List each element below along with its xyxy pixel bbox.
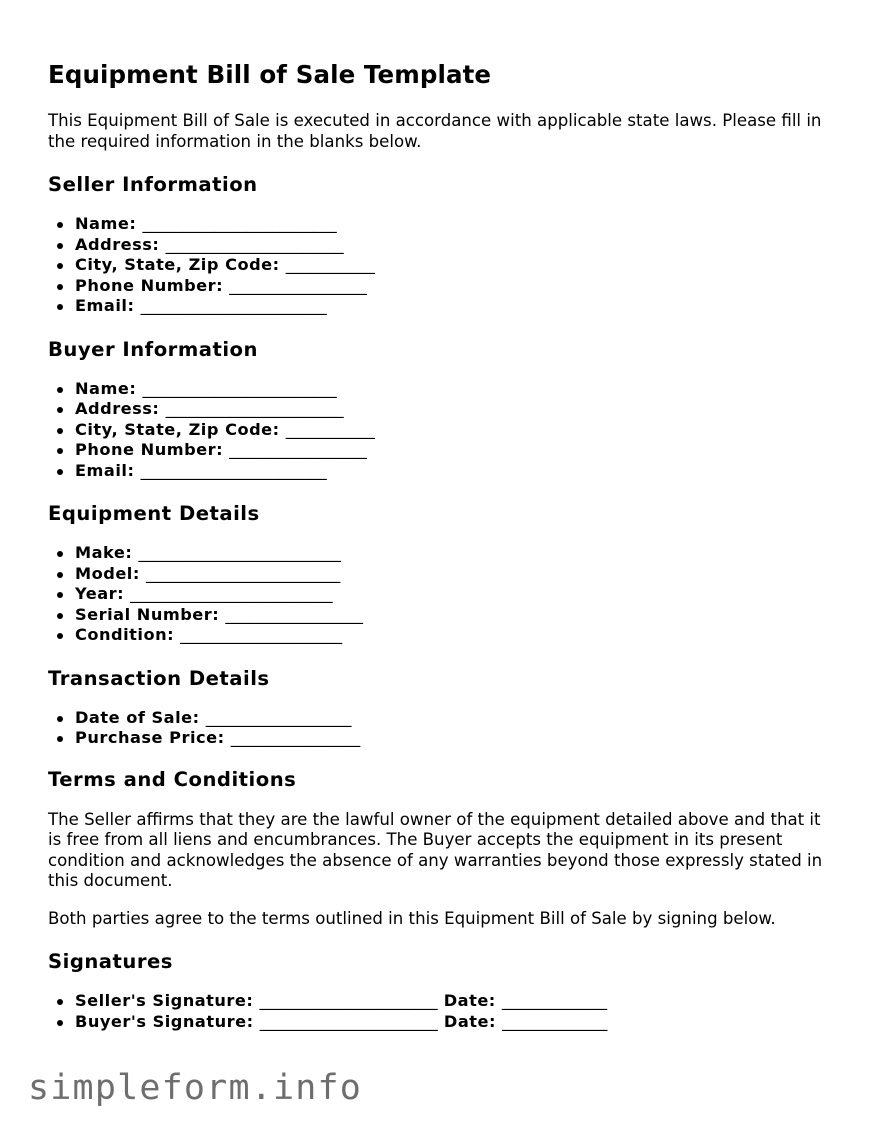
signatures-heading: Signatures [48,950,173,973]
seller-signature-field: Seller's Signature: ______________________ Date: _____________ [75,991,838,1012]
seller-city-blank[interactable]: ___________ [285,255,375,274]
transaction-price-blank[interactable]: ________________ [230,728,361,747]
buyer-name-field: Name: ________________________ [75,379,838,400]
seller-signature-blank[interactable]: ______________________ [259,991,438,1010]
buyer-name-blank[interactable]: ________________________ [142,378,337,398]
seller-name-blank[interactable]: ________________________ [142,214,337,233]
buyer-phone-blank[interactable]: _________________ [229,440,367,459]
equipment-serial-blank[interactable]: _________________ [225,604,363,624]
seller-city-field: City, State, Zip Code: ___________ [75,255,838,276]
seller-fields [48,214,838,317]
buyer-address-blank[interactable]: ______________________ [165,399,344,418]
seller-address-field: Address: ______________________ [75,235,838,256]
equipment-model-blank[interactable]: ________________________ [145,563,341,583]
equipment-condition-field: Condition: ____________________ [75,625,838,646]
equipment-make-field: Make: _________________________ [75,543,838,564]
seller-name-field: Name: ________________________ [75,214,838,235]
buyer-address-field: Address: ______________________ [75,399,838,420]
seller-heading: Seller Information [48,173,258,196]
buyer-email-blank[interactable]: _______________________ [140,460,327,480]
buyer-fields [48,379,838,482]
seller-date-blank[interactable]: _____________ [501,991,608,1010]
seller-phone-blank[interactable]: _________________ [229,275,367,295]
equipment-fields [48,543,838,646]
equipment-year-blank[interactable]: _________________________ [130,584,333,603]
transaction-heading: Transaction Details [48,666,270,690]
transaction-price-field: Purchase Price: ________________ [75,728,838,749]
terms-paragraph: The Seller affirms that they are the lawful owner of the equipment detailed above and that it is free from all liens and encumbrances. The Buyer accepts the equipment in its present condition and acknowledges the absence of any warranties beyond those expressly stated in this document. [48,809,823,890]
agreement-paragraph: Both parties agree to the terms outlined in this Equipment Bill of Sale by signing below. [48,908,776,928]
seller-phone-field: Phone Number: _________________ [75,276,838,297]
seller-email-field: Email: _______________________ [75,296,838,317]
page-title: Equipment Bill of Sale Template [48,60,492,89]
buyer-city-field: City, State, Zip Code: ___________ [75,420,838,441]
seller-email-blank[interactable]: _______________________ [140,296,327,315]
signature-fields [48,991,838,1032]
equipment-make-blank[interactable]: _________________________ [138,543,341,562]
buyer-heading: Buyer Information [48,337,258,361]
buyer-signature-blank[interactable]: ______________________ [259,1011,438,1031]
document-page [48,0,838,1032]
equipment-serial-field: Serial Number: _________________ [75,605,838,626]
intro-paragraph: This Equipment Bill of Sale is executed in accordance with applicable state laws. Please fill in the required information in the blanks below. [48,111,822,151]
seller-address-blank[interactable]: ______________________ [165,234,344,254]
transaction-date-blank[interactable]: __________________ [205,707,352,727]
transaction-fields [48,708,838,749]
equipment-heading: Equipment Details [48,502,260,525]
watermark: simpleform.info [28,1068,363,1108]
equipment-model-field: Model: ________________________ [75,564,838,585]
transaction-date-field: Date of Sale: __________________ [75,708,838,729]
buyer-phone-field: Phone Number: _________________ [75,440,838,461]
buyer-email-field: Email: _______________________ [75,461,838,482]
equipment-year-field: Year: _________________________ [75,584,838,605]
buyer-date-blank[interactable]: _____________ [502,1011,608,1031]
buyer-signature-field: Buyer's Signature: ______________________ Date: _____________ [75,1012,838,1033]
buyer-city-blank[interactable]: ___________ [285,419,375,439]
equipment-condition-blank[interactable]: ____________________ [180,625,343,644]
terms-heading: Terms and Conditions [48,767,297,791]
